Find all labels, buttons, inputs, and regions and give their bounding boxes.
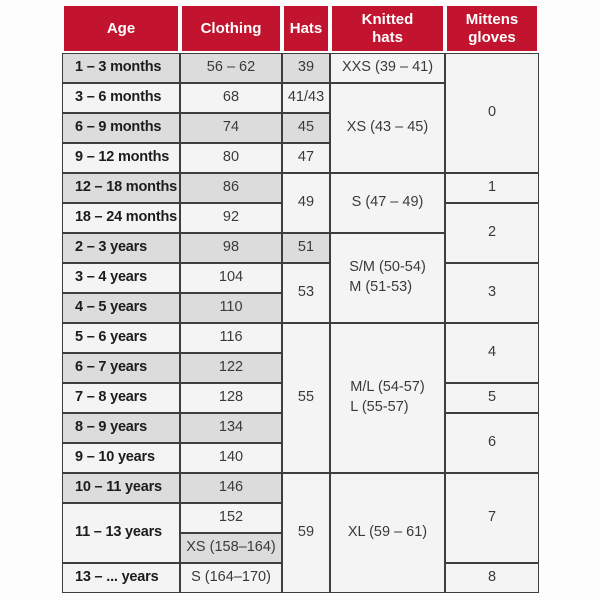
cell-age <box>62 413 180 443</box>
cell-text: 74 <box>222 119 240 136</box>
cell-age <box>62 203 180 233</box>
cell-age <box>62 263 180 293</box>
cell-text: 8 <box>487 569 497 586</box>
cell-age <box>62 83 180 113</box>
cell-knitted <box>330 473 445 593</box>
cell-age <box>62 503 180 563</box>
cell-clothing <box>180 53 282 83</box>
cell-text: 7 <box>487 509 497 526</box>
cell-mittens <box>445 323 539 383</box>
cell-text: 5 <box>487 389 497 406</box>
cell-mittens <box>445 53 539 173</box>
cell-text: 92 <box>222 209 240 226</box>
cell-text: 47 <box>297 149 315 166</box>
cell-text: 140 <box>218 449 244 466</box>
cell-text: 4 – 5 years <box>75 299 147 316</box>
cell-age <box>62 53 180 83</box>
cell-age <box>62 233 180 263</box>
cell-text: 6 – 9 months <box>75 119 162 136</box>
cell-text: 146 <box>218 479 244 496</box>
cell-text: 59 <box>297 524 315 541</box>
cell-clothing <box>180 293 282 323</box>
cell-text: 1 <box>487 179 497 196</box>
cell-hats <box>282 473 330 593</box>
cell-text: XXS (39 – 41) <box>341 59 434 76</box>
cell-age <box>62 473 180 503</box>
cell-text: 9 – 12 months <box>75 149 170 166</box>
cell-text: 53 <box>297 284 315 301</box>
cell-hats <box>282 233 330 263</box>
cell-mittens <box>445 563 539 593</box>
cell-hats <box>282 83 330 113</box>
cell-clothing <box>180 353 282 383</box>
cell-text: 122 <box>218 359 244 376</box>
cell-knitted <box>330 53 445 83</box>
cell-text: Age <box>106 19 136 37</box>
cell-text: 7 – 8 years <box>75 389 147 406</box>
cell-text: 2 – 3 years <box>75 239 147 256</box>
cell-age <box>62 353 180 383</box>
cell-clothing <box>180 383 282 413</box>
cell-text: Hats <box>289 19 323 37</box>
cell-clothing <box>180 233 282 263</box>
cell-text: Knitted hats <box>361 11 414 46</box>
cell-knitted <box>330 173 445 233</box>
cell-hats <box>282 113 330 143</box>
cell-text: 68 <box>222 89 240 106</box>
cell-text: M/L (54-57) L (55-57) <box>350 379 425 415</box>
cell-clothing <box>180 263 282 293</box>
cell-text: Mittens gloves <box>465 11 519 46</box>
cell-text: 45 <box>297 119 315 136</box>
cell-mittens <box>445 413 539 473</box>
cell-clothing <box>180 203 282 233</box>
header-cell-age <box>62 4 180 53</box>
cell-text: 41/43 <box>287 89 325 106</box>
header-cell-mittens-gloves <box>445 4 539 53</box>
cell-text: XL (59 – 61) <box>347 524 428 541</box>
cell-clothing <box>180 413 282 443</box>
cell-age <box>62 323 180 353</box>
size-chart-table <box>62 4 539 593</box>
header-cell-hats <box>282 4 330 53</box>
cell-text: XS (158–164) <box>186 539 276 556</box>
cell-text: 1 – 3 months <box>75 59 162 76</box>
cell-age <box>62 173 180 203</box>
cell-text: 49 <box>297 194 315 211</box>
cell-text: 152 <box>218 509 244 526</box>
cell-clothing <box>180 473 282 503</box>
cell-text: Clothing <box>200 19 262 37</box>
cell-text: 9 – 10 years <box>75 449 155 466</box>
cell-text: S (164–170) <box>191 569 271 586</box>
cell-clothing <box>180 113 282 143</box>
header-cell-clothing <box>180 4 282 53</box>
cell-mittens <box>445 383 539 413</box>
cell-text: 6 – 7 years <box>75 359 147 376</box>
cell-hats <box>282 53 330 83</box>
cell-knitted <box>330 233 445 323</box>
cell-hats <box>282 173 330 233</box>
cell-text: 8 – 9 years <box>75 419 147 436</box>
cell-text: 18 – 24 months <box>75 209 177 226</box>
cell-clothing <box>180 143 282 173</box>
cell-hats <box>282 263 330 323</box>
cell-text: 116 <box>219 329 243 346</box>
cell-mittens <box>445 203 539 263</box>
cell-text: 3 – 6 months <box>75 89 162 106</box>
cell-age <box>62 563 180 593</box>
cell-text: 2 <box>487 224 497 241</box>
cell-text: 0 <box>487 104 497 121</box>
cell-clothing <box>180 173 282 203</box>
cell-text: 4 <box>487 344 497 361</box>
cell-text: 110 <box>219 299 243 316</box>
cell-text: S/M (50-54) M (51-53) <box>349 259 426 295</box>
cell-hats <box>282 323 330 473</box>
cell-hats <box>282 143 330 173</box>
cell-text: 56 – 62 <box>206 59 256 76</box>
cell-age <box>62 293 180 323</box>
cell-text: 80 <box>222 149 240 166</box>
cell-knitted <box>330 323 445 473</box>
cell-age <box>62 113 180 143</box>
cell-clothing <box>180 323 282 353</box>
cell-text: 12 – 18 months <box>75 179 177 196</box>
cell-clothing <box>180 83 282 113</box>
cell-text: 6 <box>487 434 497 451</box>
cell-text: 55 <box>297 389 315 406</box>
cell-clothing <box>180 443 282 473</box>
cell-age <box>62 443 180 473</box>
cell-text: 98 <box>222 239 240 256</box>
cell-text: 104 <box>218 269 244 286</box>
cell-age <box>62 383 180 413</box>
cell-clothing <box>180 533 282 563</box>
cell-age <box>62 143 180 173</box>
cell-clothing <box>180 563 282 593</box>
cell-text: 10 – 11 years <box>75 479 162 496</box>
cell-knitted <box>330 83 445 173</box>
cell-mittens <box>445 473 539 563</box>
cell-mittens <box>445 173 539 203</box>
cell-text: 86 <box>222 179 240 196</box>
cell-text: S (47 – 49) <box>351 194 424 211</box>
cell-text: 3 <box>487 284 497 301</box>
cell-text: 134 <box>218 419 244 436</box>
cell-text: XS (43 – 45) <box>346 119 429 136</box>
cell-text: 51 <box>297 239 315 256</box>
cell-text: 128 <box>218 389 244 406</box>
cell-clothing <box>180 503 282 533</box>
header-cell-knitted-hats <box>330 4 445 53</box>
cell-text: 3 – 4 years <box>75 269 147 286</box>
cell-text: 11 – 13 years <box>75 524 162 541</box>
cell-text: 5 – 6 years <box>75 329 147 346</box>
cell-text: 39 <box>297 59 315 76</box>
cell-mittens <box>445 263 539 323</box>
cell-text: 13 – ... years <box>75 569 159 586</box>
